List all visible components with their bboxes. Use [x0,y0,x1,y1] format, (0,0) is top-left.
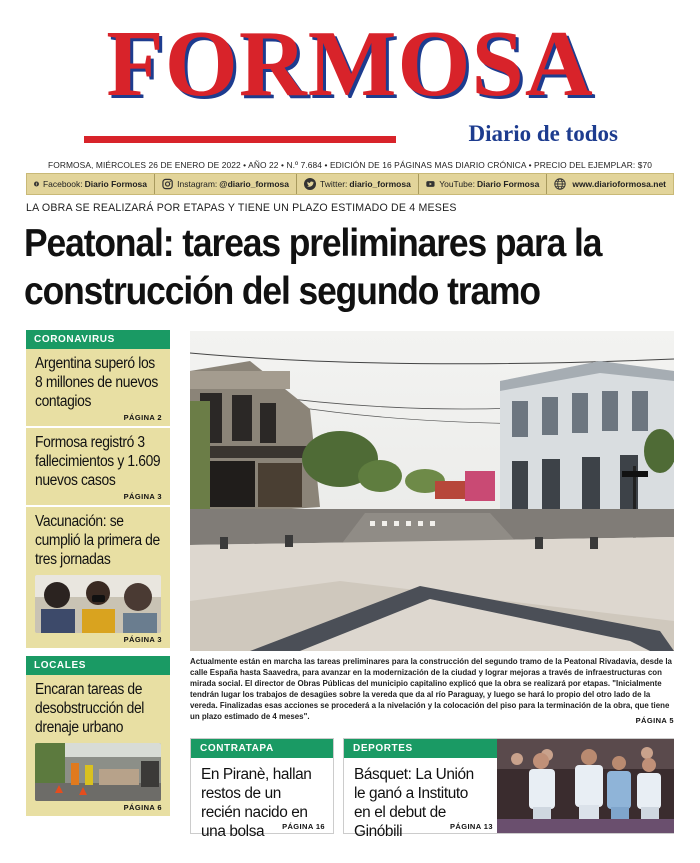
news-title: Argentina superó los 8 millones de nuevos contagios [35,355,158,410]
basketball-photo [497,739,674,833]
news-title: Encaran tareas de desobstrucción del drenaje urbano [35,681,145,736]
page-ref: PÁGINA 3 [123,635,162,644]
lead-kicker: LA OBRA SE REALIZARÁ POR ETAPAS Y TIENE UN PLAZO ESTIMADO DE 4 MESES [26,202,457,214]
page-ref: PÁGINA 13 [450,822,493,831]
social-instagram[interactable]: Instagram: @diario_formosa [155,174,297,194]
facebook-icon [34,178,39,190]
news-card[interactable] [26,349,170,428]
logo-rule [84,136,396,143]
masthead [0,0,700,160]
page-ref: PÁGINA 2 [123,413,162,422]
news-title: Vacunación: se cumplió la primera de tres jornadas [35,513,160,568]
social-facebook[interactable]: Facebook: Diario Formosa [27,174,155,194]
news-title: Básquet: La Unión le ganó a Instituto en el debut de Ginóbili [354,766,474,840]
social-website[interactable]: www.diarioformosa.net [547,174,673,194]
lead-caption: Actualmente están en marcha las tareas preliminares para la construcción del segundo tramo de la Peatonal Rivadavia, desde la calle España hasta Saavedra, para avanzar en la modernización de la ciudad y lograr mejoras a través de infraestructuras con mirada social. El director de Obras Públicas del municipio capitalino explicó que la obra se realizará por etapas. "Inicialmente tendrán lugar los trabajos de desagües sobre la vereda que da al río Paraguay, y luego se hará lo propio del otro lado de la vereda. Finalizadas esas acciones se procederá a la nivelación y la colocación del piso para la terminación de la obra, que tiene un plazo estimado de 4 meses". [190,657,672,721]
social-twitter[interactable]: Twitter: diario_formosa [297,174,419,194]
lead-headline[interactable]: Peatonal: tareas preliminares para la construcción del segundo tramo [24,222,602,313]
logo-subtitle: Diario de todos [468,121,618,146]
lead-photo [190,331,674,651]
news-title: Formosa registró 3 fallecimientos y 1.609 nuevos casos [35,434,161,489]
section-header-locales: LOCALES [26,656,170,675]
edition-line: FORMOSA, MIÉRCOLES 26 DE ENERO DE 2022 • AÑO 22 • N.º 7.684 • EDICIÓN DE 16 PÁGINAS MAS DIARIO CRÓNICA • PRECIO DEL EJEMPLAR: $70 [47,160,653,170]
page-ref: PÁGINA 16 [282,822,325,831]
news-card[interactable] [26,507,170,650]
newspaper-logo: FORMOSA [106,12,594,116]
news-title: En Piranè, hallan restos de un recién nacido en una bolsa [201,766,312,840]
youtube-icon [426,178,435,190]
news-card[interactable] [26,675,170,818]
social-bar [26,173,674,195]
page-ref: PÁGINA 6 [123,803,162,812]
contratapa-box[interactable] [190,738,334,840]
social-youtube[interactable]: YouTube: Diario Formosa [419,174,547,194]
lead-page-ref: PÁGINA 5 [635,716,674,725]
twitter-icon [304,178,316,190]
vaccination-photo [35,575,161,633]
deportes-box[interactable] [343,738,674,840]
instagram-icon [162,178,173,190]
news-card[interactable] [26,428,170,507]
page-ref: PÁGINA 3 [123,492,162,501]
drainage-photo [35,743,161,801]
globe-icon [554,178,566,190]
section-header-deportes: DEPORTES [344,739,497,758]
section-header-coronavirus: CORONAVIRUS [26,330,170,349]
left-column [26,330,170,818]
section-header-contratapa: CONTRATAPA [191,739,333,758]
